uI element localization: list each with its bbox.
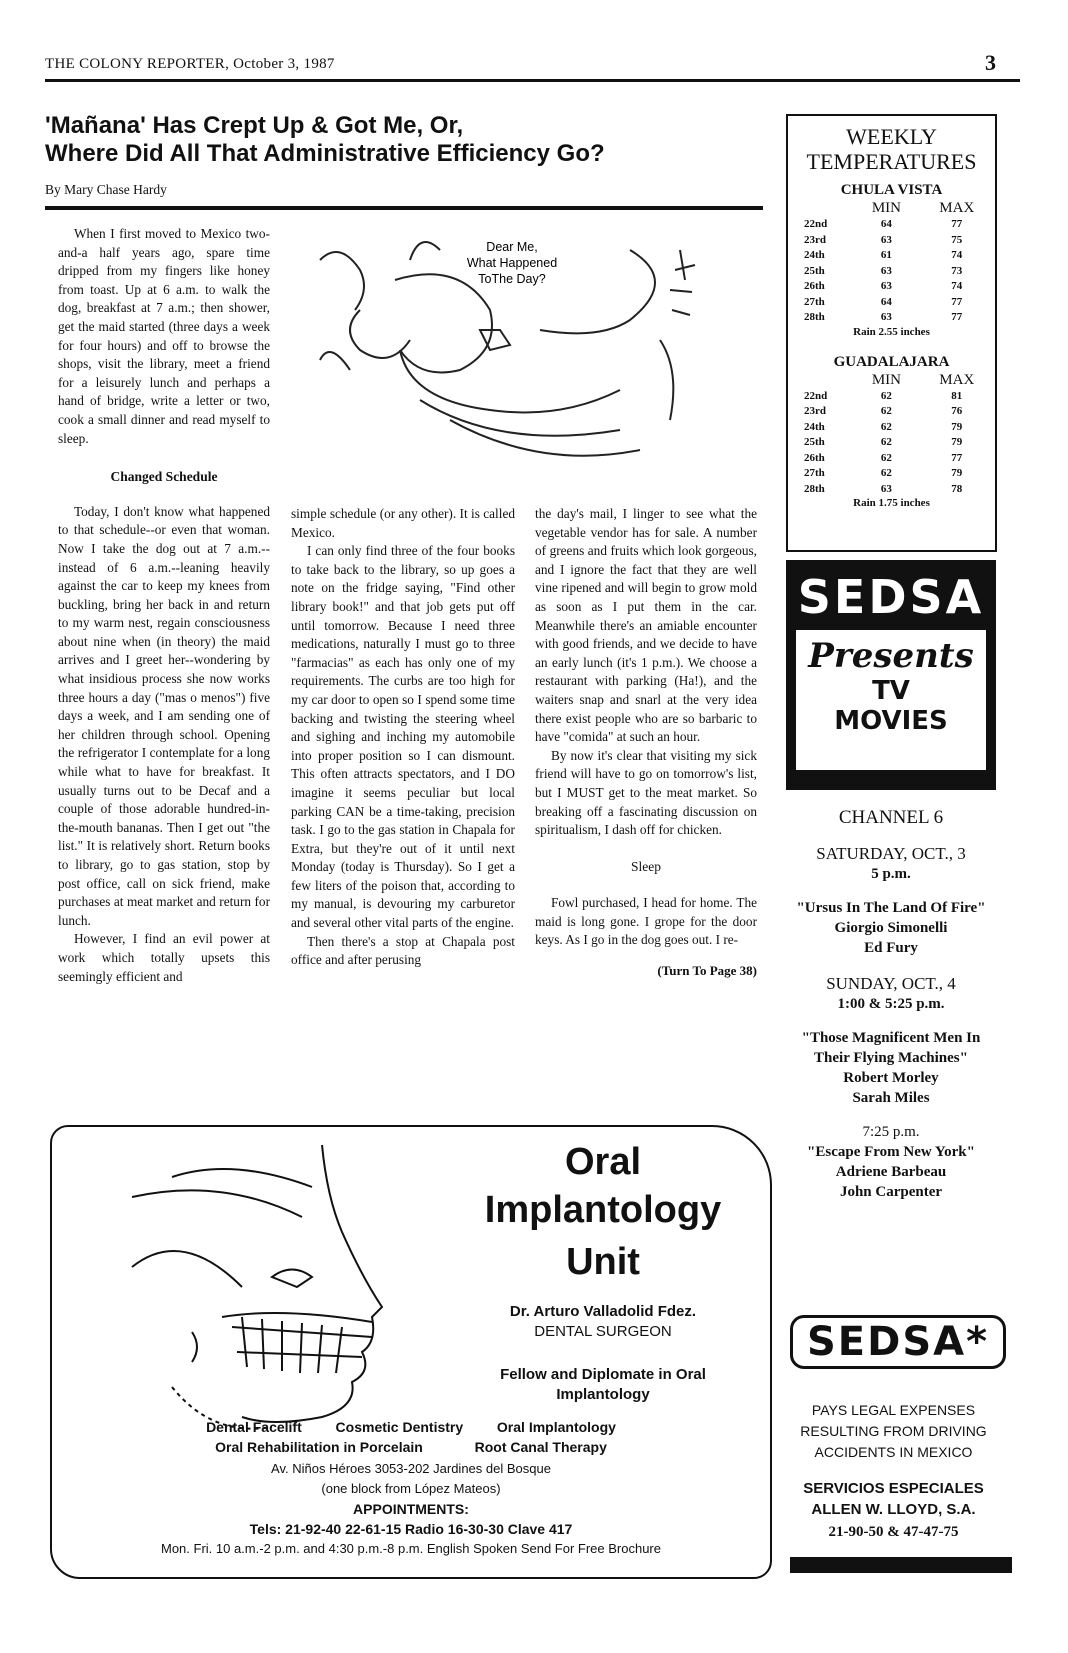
subhead-sleep: Sleep [631,858,661,874]
headline-rule [45,206,763,210]
ad-doctor-title: DENTAL SURGEON [534,1323,672,1340]
cartoon-caption-2: What Happened [466,256,558,270]
presents-script: Presents [808,636,974,676]
temperature-day: 26th [804,280,825,292]
max-header: MAX [939,371,975,388]
headline-line-1: 'Mañana' Has Crept Up & Got Me, Or, [45,112,464,139]
service-oral-rehabilitation: Oral Rehabilitation in Porcelain [215,1439,423,1455]
sedsa-pays-text: PAYS LEGAL EXPENSES RESULTING FROM DRIVING ACCIDENTS IN MEXICO [800,1402,987,1460]
paragraph: Today, I don't know what happened to that schedule--or even that woman. Now I take the dog out at 7 a.m.--instead of 6 a.m.--leaning heavily against the car to keep my knees from buckling, bring her back in and return to my warm nest, regain consciousness about nine when (in theory) the maid arrives and I greet her--wondering by what insidious process she now works three hours a day ("mas o menos") five days a week, and I am sending one of her children through school. Opening the refrigerator I contemplate for a long while what to have for breakfast. It usually turns out to be Decaf and a couple of those adorable hundred-in-the-mouth bananas. Then I get out "the list." It is relatively short. Return books to library, go to gas station, stop by post office, call on sick friend, make purchases at meat market and return for lunch. [58,503,270,928]
sunday-date: SUNDAY, OCT., 4 [826,974,956,993]
saturday-date: SATURDAY, OCT., 3 [816,844,966,863]
rain-guadalajara: Rain 1.75 inches [853,497,930,509]
sunday-cast-4: John Carpenter [839,1184,943,1200]
ad-services-row-1 [52,1419,770,1435]
sunday-time: 1:00 & 5:25 p.m. [837,996,945,1012]
temperature-max: 74 [951,249,963,261]
temperature-min: 64 [880,295,892,308]
min-header: MIN [871,371,901,388]
temperature-min: 62 [880,389,892,402]
temperature-row [788,404,995,420]
ad-address: Av. Niños Héroes 3053-202 Jardines del Bosque [271,1461,551,1476]
saturday-cast-2: Ed Fury [864,940,918,956]
ad-fellow-line-2: Implantology [556,1386,650,1403]
temperature-day: 26th [804,451,825,464]
subhead-changed-schedule: Changed Schedule [110,469,218,485]
oral-implantology-ad [50,1125,772,1579]
paragraph: I can only find three of the four books to take back to the library, so up goes a note on the fridge saying, "Find other library book!" and that job gets put off until tomorrow. Because I need three medications, naturally I must go to three "farmacias" as each has only one of my requirements. The curbs are too high for my car door to open so I spend some time backing and twisting the steering wheel and sighing and inching my automobile into proper position so I can dismount. This often attracts spectators, and I DO imagine it seems peculiar but local parking CAN be a time-taking, precision task. I go to the gas station in Chapala for Extra, but they're out of it until next Monday (today is Thursday). So I get a few liters of the poison that, according to my manual, is devouring my carburetor and several other vital parts of the engine. [291,543,515,931]
cartoon-illustration [300,220,750,480]
temperature-min: 64 [880,218,892,230]
ad-title-implantology: Implantology [484,1189,722,1231]
saturday-title: "Ursus In The Land Of Fire" [796,900,986,916]
ad-doctor-name: Dr. Arturo Valladolid Fdez. [509,1303,697,1320]
temperature-min: 62 [880,451,892,464]
temperature-row [788,451,995,467]
temperature-max: 77 [951,295,963,308]
paragraph: However, I find an evil power at work which totally upsets this seemingly efficient and [58,931,270,984]
temperature-max: 77 [951,218,963,230]
cartoon-drawing [300,220,750,480]
page-number: 3 [985,50,996,75]
temperature-row [788,466,995,482]
temperature-day: 24th [804,249,825,261]
city-guadalajara: GUADALAJARA [833,353,950,370]
temperature-max: 77 [951,311,963,323]
paragraph: By now it's clear that visiting my sick friend will have to go on tomorrow's list, but I MUST get to the meat market. So breaking off a fascinating discussion on spiritualism, I dash off for chicken. [535,747,757,838]
chula-vista-table [788,199,995,326]
sunday-title: "Those Magnificent Men In Their Flying Machines" [801,1030,981,1066]
paragraph: the day's mail, I linger to see what the vegetable vendor has for sale. A number of greens and fruits which look gorgeous, and I ignore the fact that they are well vine ripened and will begin to grow mold as soon as I put them in the car. Meanwhile there's an amiable encounter with good friends, and we decide to have an early lunch (it's 1 p.m.). We choose a restaurant with parking (Ha!), and the waiters snap and snarl at the very idea there exist people who are so barbaric to have "comida" at such an hour. [535,506,757,745]
temperature-min: 62 [880,436,892,448]
ad-fellow-line-1: Fellow and Diplomate in Oral [500,1366,706,1383]
dental-profile-illustration [72,1137,432,1437]
min-header: MIN [871,200,901,216]
masthead-title: THE COLONY REPORTER, October 3, 1987 [45,56,335,72]
temperature-row [788,435,995,451]
sedsa-phones: 21-90-50 & 47-47-75 [828,1524,959,1540]
temperature-min: 63 [880,311,892,323]
sedsa-tv-movies-logo [786,560,996,790]
footer-black-bar [790,1557,1012,1573]
temperature-max: 81 [951,389,963,402]
temperature-row [788,295,995,311]
paragraph: simple schedule (or any other). It is called Mexico. [291,506,515,540]
rain-chula-vista: Rain 2.55 inches [853,325,930,338]
top-rule [45,79,1020,82]
temperature-day: 23rd [804,233,826,246]
cartoon-caption-3: ToThe Day? [478,272,546,286]
temperature-day: 23rd [804,405,826,417]
movies-label: MOVIES [834,706,948,736]
channel-label: CHANNEL 6 [838,807,944,828]
temperature-min: 62 [880,405,892,417]
weekly-temperatures-box [786,114,997,552]
article-headline [45,112,745,168]
temperature-day: 25th [804,264,825,277]
sunday-title-2: "Escape From New York" [807,1144,975,1160]
article-column-3 [535,505,757,981]
article-column-1 [58,225,270,986]
temperature-max: 79 [951,436,963,448]
guadalajara-table [788,371,995,498]
paragraph: Fowl purchased, I head for home. The maid is long gone. I grope for the door keys. As I go in the dog goes out. I re- [535,895,757,948]
temperature-max: 74 [951,280,963,292]
temperature-day: 22nd [804,389,828,402]
sunday-time-2: 7:25 p.m. [862,1124,920,1140]
logo-inner-panel [796,630,986,770]
temperature-max: 79 [951,467,963,479]
byline: By Mary Chase Hardy [45,182,167,197]
sunday-cast-2: Sarah Miles [852,1090,930,1106]
service-cosmetic-dentistry: Cosmetic Dentistry [335,1419,464,1435]
paragraph: When I first moved to Mexico two-and-a half years ago, spare time dripped from my fingers like honey from toast. Up at 6 a.m. to walk the dog, breakfast at 7 a.m.; then shower, get the maid started (three days a week for four hours) and off to browse the shops, visit the library, meet a friend for a leisurely lunch and perhaps a hand of bridge, write a letter or two, cook a small dinner and read myself to sleep. [58,226,270,446]
temperature-row [788,482,995,498]
tv-listings [786,808,996,1202]
temperatures-title [788,124,995,174]
service-root-canal: Root Canal Therapy [474,1439,607,1455]
turn-to-page: (Turn To Page 38) [657,963,757,979]
temperature-row [788,279,995,295]
temperature-max: 73 [951,264,963,277]
temperature-row [788,264,995,280]
temperature-min: 63 [880,233,892,246]
temperature-min: 61 [880,249,892,261]
service-oral-implantology: Oral Implantology [496,1419,616,1435]
service-dental-facelift: Dental Facelift [206,1419,302,1435]
ad-appointments: APPOINTMENTS: [353,1501,469,1517]
cartoon-caption-1: Dear Me, [486,240,538,254]
temperature-row [788,420,995,436]
sedsa-servicios [786,1478,1001,1520]
sunday-cast-3: Adriene Barbeau [835,1164,947,1180]
temperature-max: 76 [951,405,963,417]
allen-w-lloyd: ALLEN W. LLOYD, S.A. [811,1501,976,1518]
sunday-cast-1: Robert Morley [843,1070,939,1086]
temperatures-title-line-2: TEMPERATURES [806,149,977,174]
ad-hours: Mon. Fri. 10 a.m.-2 p.m. and 4:30 p.m.-8 p.m. English Spoken Send For Free Brochure [160,1541,661,1556]
temperatures-title-line-1: WEEKLY [846,124,937,149]
ad-title-unit: Unit [566,1241,640,1283]
temperature-row [788,217,995,233]
temperature-day: 28th [804,311,825,323]
temperature-day: 22nd [804,218,828,230]
temperature-min: 62 [880,467,892,479]
sedsa-logo-text: SEDSA [797,570,985,624]
temperature-day: 24th [804,420,825,433]
temperature-min: 63 [880,264,892,277]
saturday-cast-1: Giorgio Simonelli [834,920,948,936]
max-header: MAX [939,200,975,216]
servicios-especiales: SERVICIOS ESPECIALES [803,1480,984,1497]
city-chula-vista: CHULA VISTA [840,182,943,198]
temperature-max: 78 [951,482,963,495]
temperature-day: 28th [804,482,825,495]
ad-services-row-2 [52,1439,770,1455]
temperature-row [788,389,995,405]
article-column-2 [291,505,515,970]
saturday-time: 5 p.m. [871,866,911,882]
temperature-min: 63 [880,482,892,495]
temperature-day: 27th [804,295,825,308]
ad-address-2: (one block from López Mateos) [321,1481,501,1496]
temperature-max: 77 [951,451,963,464]
temperature-row [788,233,995,249]
temperature-row [788,310,995,326]
ad-title-oral: Oral [564,1141,642,1183]
temperature-max: 75 [951,233,963,246]
paragraph: Then there's a stop at Chapala post office and after perusing [291,933,515,968]
temperature-min: 62 [880,420,892,433]
temperature-row [788,248,995,264]
temperature-day: 27th [804,467,825,479]
temperature-min: 63 [880,280,892,292]
temperature-max: 79 [951,420,963,433]
ad-telephones: Tels: 21-92-40 22-61-15 Radio 16-30-30 Clave 417 [249,1521,573,1537]
headline-line-2: Where Did All That Administrative Efficiency Go? [45,140,605,167]
temperature-day: 25th [804,436,825,448]
sedsa-logo-outline: SEDSA* [790,1315,1006,1369]
tv-label: TV [872,676,910,706]
